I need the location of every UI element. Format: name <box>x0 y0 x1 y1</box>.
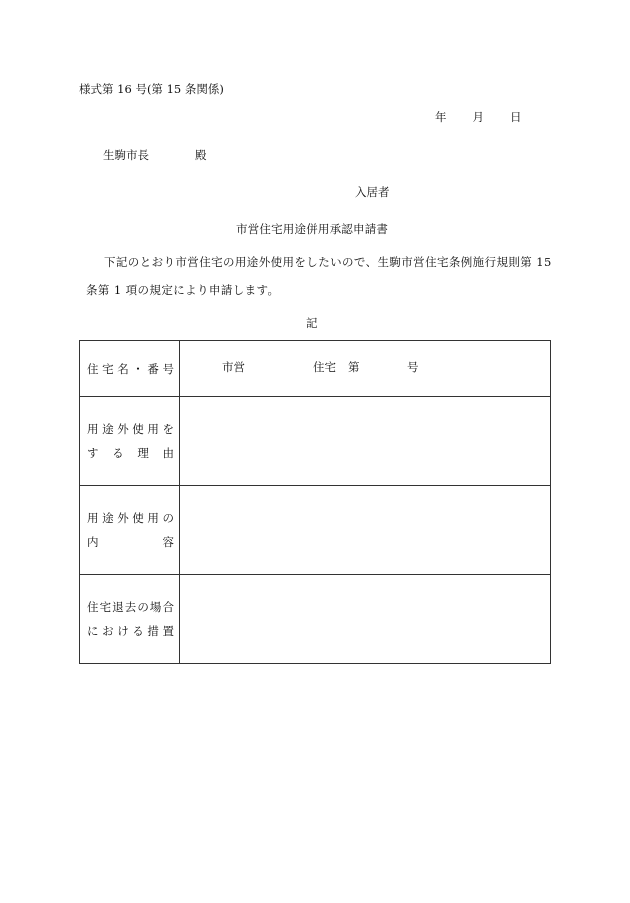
label-char: 用 <box>87 422 99 436</box>
label-char: け <box>117 624 129 638</box>
label-char: 外 <box>117 511 129 525</box>
label-char: の <box>137 600 149 614</box>
label-char: 用 <box>147 511 159 525</box>
label-measures <box>80 575 180 664</box>
ki-heading: 記 <box>306 316 318 330</box>
form-number: 様式第 16 号(第 15 条関係) <box>79 82 224 96</box>
record-table <box>79 340 551 664</box>
label-char: に <box>87 624 99 638</box>
table-row-content <box>80 486 551 575</box>
body-text-line-1: 下記のとおり市営住宅の用途外使用をしたいので、生駒市営住宅条例施行規則第 15 <box>104 255 552 269</box>
value-housing-name-number[interactable] <box>180 341 551 397</box>
label-char: 途 <box>102 511 114 525</box>
label-char: 番 <box>147 361 159 376</box>
label-char: 置 <box>162 624 174 638</box>
label-char: 使 <box>132 422 144 436</box>
city-text: 市営 <box>222 359 245 374</box>
date-month: 月 <box>472 110 484 124</box>
value-measures[interactable] <box>180 575 551 664</box>
label-char: る <box>132 624 144 638</box>
housing-text: 住宅 <box>313 359 336 374</box>
label-char: を <box>162 422 174 436</box>
label-char: 住 <box>87 600 99 614</box>
date-line <box>435 109 522 125</box>
label-char: 合 <box>162 600 174 614</box>
label-char: 去 <box>124 600 137 614</box>
label-char: 途 <box>102 422 114 436</box>
addressee-honorific: 殿 <box>195 148 207 162</box>
gou-text: 号 <box>407 359 419 374</box>
label-content <box>80 486 180 575</box>
label-char: 場 <box>149 600 162 614</box>
label-char: 使 <box>132 511 144 525</box>
addressee-name: 生駒市長 <box>103 148 149 162</box>
label-char: 内 <box>87 535 99 549</box>
label-reason <box>80 397 180 486</box>
label-char: 用 <box>87 511 99 525</box>
label-char: 理 <box>137 446 149 460</box>
label-char: 退 <box>112 600 124 614</box>
value-content[interactable] <box>180 486 551 575</box>
document-title: 市営住宅用途併用承認申請書 <box>236 222 389 236</box>
label-char: 名 <box>117 361 129 376</box>
label-char: 号 <box>162 361 174 376</box>
label-char: ・ <box>132 361 144 376</box>
label-char: 由 <box>162 446 174 460</box>
label-char: す <box>87 446 99 460</box>
date-day: 日 <box>510 110 522 124</box>
label-char: 容 <box>162 535 174 549</box>
table-row-measures <box>80 575 551 664</box>
label-char: る <box>112 446 124 460</box>
label-char: 用 <box>147 422 159 436</box>
table-row-reason <box>80 397 551 486</box>
label-char: 外 <box>117 422 129 436</box>
label-char: の <box>162 511 174 525</box>
applicant-label: 入居者 <box>355 185 390 199</box>
body-text-line-2: 条第 1 項の規定により申請します。 <box>86 283 280 297</box>
label-housing-name-number <box>80 341 180 397</box>
label-char: 宅 <box>102 361 114 376</box>
label-char: お <box>102 624 114 638</box>
table-row-address <box>80 341 551 397</box>
label-char: 宅 <box>99 600 112 614</box>
date-year: 年 <box>435 110 447 124</box>
value-reason[interactable] <box>180 397 551 486</box>
dai-text: 第 <box>348 359 360 374</box>
label-char: 住 <box>87 361 99 376</box>
addressee <box>103 147 207 163</box>
label-char: 措 <box>147 624 159 638</box>
